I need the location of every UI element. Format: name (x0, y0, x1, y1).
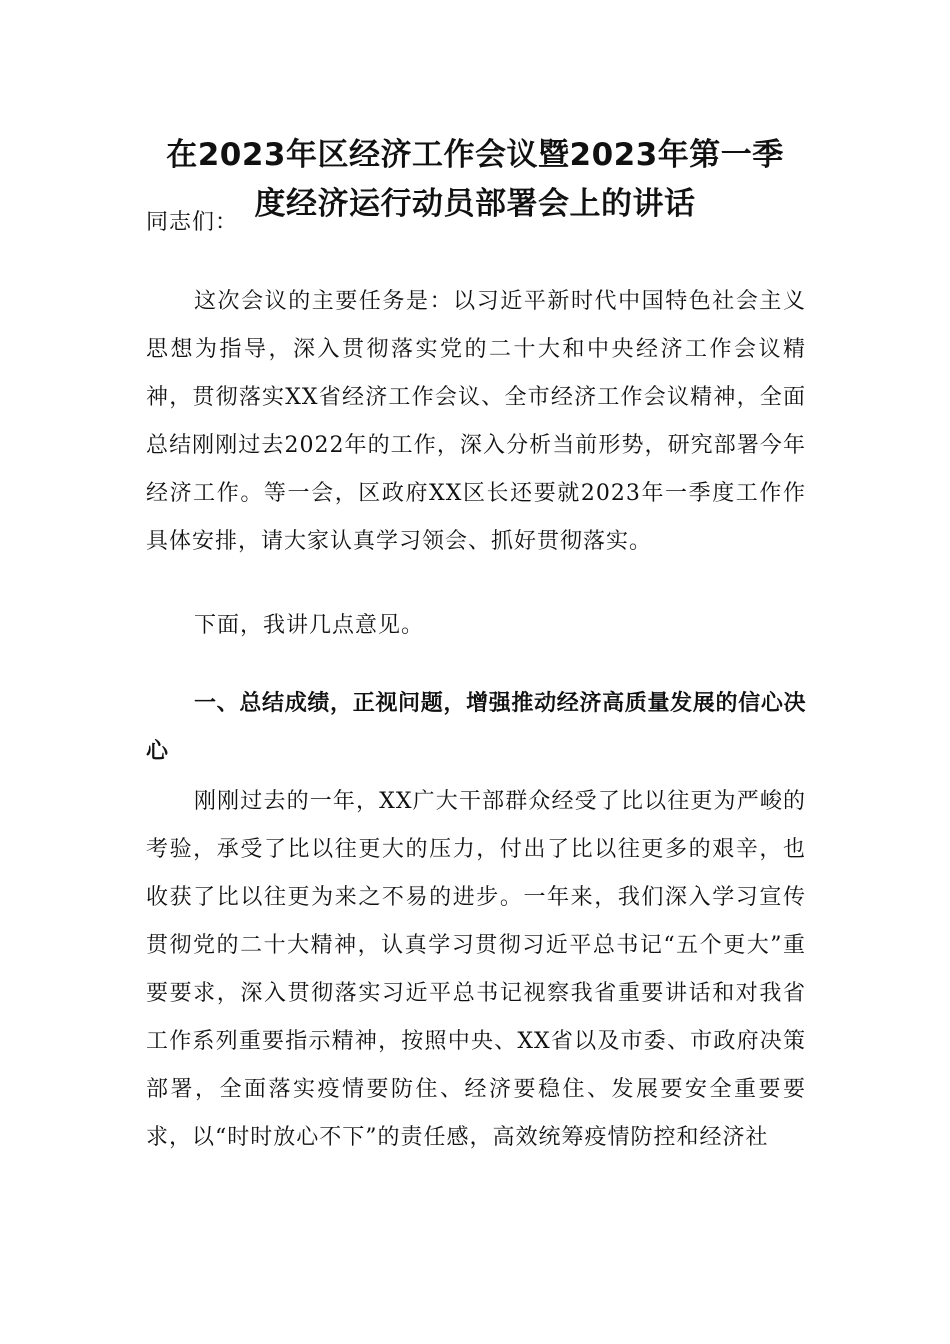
salutation: 同志们： (146, 210, 239, 235)
paragraph-opinions: 下面，我讲几点意见。 (194, 613, 425, 638)
paragraph-intro: 这次会议的主要任务是：以习近平新时代中国特色社会主义思想为指导，深入贯彻落实党的二十大和中央经济工作会议精神，贯彻落实XX省经济工作会议、全市经济工作会议精神，全面总结刚刚过去2022年的工作，深入分析当前形势，研究部署今年经济工作。等一会，区政府XX区长还要就2023年一季度工作作具体安排，请大家认真学习领会、抓好贯彻落实。 (146, 289, 806, 554)
paragraph-review: 刚刚过去的一年，XX广大干部群众经受了比以往更为严峻的考验，承受了比以往更大的压力，付出了比以往更多的艰辛，也收获了比以往更为来之不易的进步。一年来，我们深入学习宣传贯彻党的二十大精神，认真学习贯彻习近平总书记“五个更大”重要要求，深入贯彻落实习近平总书记视察我省重要讲话和对我省工作系列重要指示精神，按照中央、XX省以及市委、市政府决策部署，全面落实疫情要防住、经济要稳住、发展要安全重要要求，以“时时放心不下”的责任感，高效统筹疫情防控和经济社 (146, 789, 806, 1150)
document-title-line-2: 度经济运行动员部署会上的讲话 (254, 186, 696, 222)
section-heading: 一、总结成绩，正视问题，增强推动经济高质量发展的信心决心 (146, 691, 806, 764)
document-title-line-1: 在2023年区经济工作会议暨2023年第一季 (166, 137, 784, 173)
